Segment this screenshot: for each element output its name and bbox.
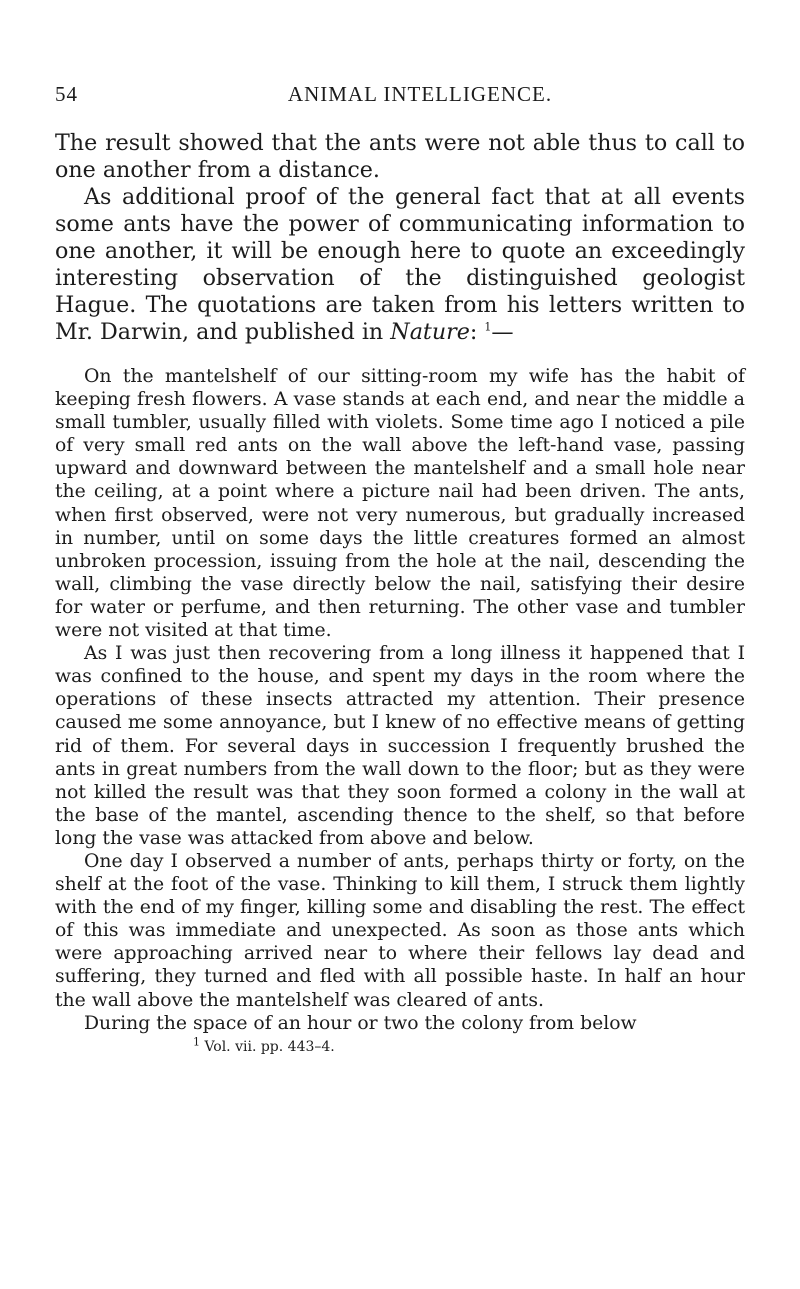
body-text — [55, 130, 745, 346]
quote-paragraph: As I was just then recovering from a long illness it happened that I was confined to the house, and spent my days in the room where the operations of these insects attracted my attention. Their presence caused me some annoyance, but I knew of no effective means of getting rid of them. For several days in succession I frequently brushed the ants in great numbers from the wall down to the floor; but as they were not killed the result was that they soon formed a colony in the wall at the base of the mantel, ascending thence to the shelf, so that before long the vase was attacked from above and below. — [55, 643, 745, 849]
running-title: ANIMAL INTELLIGENCE. — [287, 82, 553, 106]
book-page — [55, 82, 745, 1056]
page-number: 54 — [55, 82, 78, 106]
quote-paragraph: On the mantelshelf of our sitting-room my wife has the habit of keeping fresh flowers. A vase stands at each end, and near the middle a small tumbler, usually filled with violets. Some time ago I noticed a pile of very small red ants on the wall above the left-hand vase, passing upward and downward between the mantelshelf and a small hole near the ceiling, at a point where a picture nail had been driven. The ants, when first observed, were not very numerous, but gradually increased in number, until on some days the little creatures formed an almost unbroken procession, issuing from the hole at the nail, descending the wall, climbing the vase directly below the nail, satisfying their desire for water or perfume, and then returning. The other vase and tumbler were not visited at that time. — [55, 366, 745, 642]
paragraph-text: As additional proof of the general fact that at all events some ants have the power of communicating information to one another, it will be enough here to quote an exceedingly interesting observation of the distinguished geologist Hague. The quotations are taken from his letters written to Mr. Darwin, and published in — [55, 184, 745, 345]
running-head — [55, 82, 745, 112]
colon: : — [469, 319, 478, 345]
journal-title: Nature — [390, 319, 470, 345]
footnote — [55, 1035, 745, 1056]
em-dash: — — [491, 319, 514, 345]
footnote-marker: 1 — [193, 1035, 200, 1049]
paragraph: The result showed that the ants were not able thus to call to one another from a distance. — [55, 130, 745, 183]
quote-paragraph: During the space of an hour or two the colony from below — [84, 1012, 637, 1034]
footnote-text: Vol. vii. pp. 443–4. — [204, 1038, 335, 1055]
footnote-reference: 1 — [484, 320, 492, 334]
block-quote — [55, 365, 745, 1035]
paragraph — [55, 184, 745, 346]
quote-paragraph: One day I observed a number of ants, perhaps thirty or forty, on the shelf at the foot of the vase. Thinking to kill them, I struck them lightly with the end of my finger, killing some and disabling the rest. The effect of this was immediate and unexpected. As soon as those ants which were approaching arrived near to where their fellows lay dead and suffering, they turned and fled with all possible haste. In half an hour the wall above the mantelshelf was cleared of ants. — [55, 850, 745, 1011]
